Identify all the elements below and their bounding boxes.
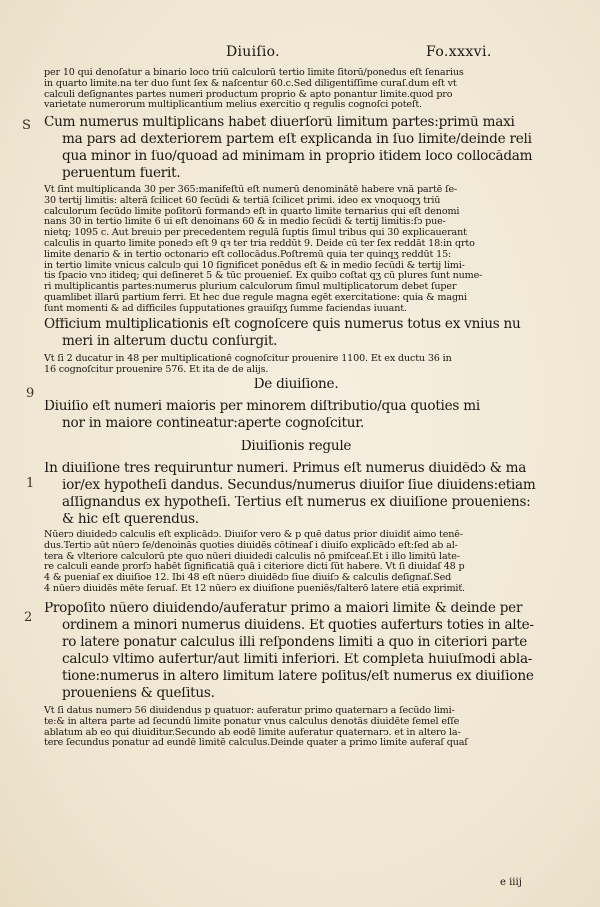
signature-mark: e iiij <box>500 877 522 888</box>
text-line: ablatum ab eo qui diuiditur.Secundo ab eodē limite auferatur quaternarͻ. et in altero la- <box>44 727 461 738</box>
paragraph-1 <box>44 68 548 111</box>
text-line: Vt ſi 2 ducatur in 48 per multiplicationē cognoſcitur prouenire 1100. Et ex ductu 36 in <box>44 354 452 364</box>
definition-heading <box>44 400 548 434</box>
text-line: nietq; 1095 c. Aut breuiͻ per precedentem regulā ſuptis ſimul tribus qui 30 explicauerant <box>44 228 467 239</box>
text-line: ma pars ad dexteriorem partem eſt explicanda in ſuo limite/deinde reli <box>62 133 532 147</box>
paragraph-2 <box>44 185 548 315</box>
text-line: ordinem a minori numerus diuidens. Et quoties auferturs toties in alte- <box>62 619 534 633</box>
margin-mark: 9 <box>26 386 35 401</box>
running-title: Diuiſio. <box>226 44 280 60</box>
text-line: Nūerͻ diuidedͻ calculis eſt explicādͻ. Diuiſor vero & p quē datus prior diuidiť aimo tenē- <box>44 530 463 540</box>
paragraph-5 <box>44 706 548 749</box>
rule-heading-3 <box>44 462 548 530</box>
text-line: & hic eſt querendus. <box>62 513 199 527</box>
text-line: per 10 qui denoſatur a binario loco triū calculorū tertio limite ſitorū/ponedus eſt ſenarius <box>44 68 464 78</box>
text-line: re calculi eande prorſͻ habēt ſignificatiā quā i citeriore dicti ſūt habere. Vt ſi diuidaſ 48 p <box>44 562 465 573</box>
text-line: quamlibet illarū partium ferri. Et hec due regule magna egēt exercitatione: quia & magni <box>44 292 467 303</box>
text-line: meri in alterum ductu conſurgit. <box>62 335 278 349</box>
text-line: qua minor in ſuo/quoad ad minimam in proprio itidem loco collocādam <box>62 150 533 164</box>
text-line: limite denariͻ & in tertio octonariͻ eſt collocādus.Poſtremū quia ter quinqʒ reddūt 15: <box>44 249 452 260</box>
subheading-text: Diuiſionis regule <box>240 440 352 454</box>
text-line: Vt ſint multiplicanda 30 per 365:manifeſtū eſt numerū denominātē habere vnā partē ſe- <box>44 185 458 195</box>
margin-mark: 2 <box>24 610 33 625</box>
text-line: in quarto limite.na ter duo ſunt ſex & naſcentur 60.c.Sed diligentiſſime curaſ.dum eſt vt <box>44 78 457 89</box>
text-line: calculi deſignantes partes numeri productum proprio & apto ponantur limite.quod pro <box>44 89 453 100</box>
text-line: 16 cognoſcitur prouenire 576. Et ita de de alijs. <box>44 364 269 375</box>
rule-heading-2 <box>44 318 548 352</box>
text-line: ro latere ponatur calculus illi reſpondens limiti a quo in citeriori parte <box>62 636 528 650</box>
text-line: ior/ex hypotheſi dandus. Secundus/numerus diuiſor ſiue diuidens:etiam <box>62 479 536 493</box>
text-line: Officium multiplicationis eſt cognoſcere quis numerus totus ex vnius nu <box>44 318 521 332</box>
text-line: calculͻ vltimo aufertur/aut limiti inferiori. Et completa huiuſmodi abla- <box>62 653 533 667</box>
text-line: aſſignandus ex hypotheſi. Tertius eſt numerus ex diuiſione proueniens: <box>62 496 531 510</box>
text-line: Vt ſi datus numerͻ 56 diuidendus p quatuor: auferatur primo quaternarͻ a ſecūdo limi- <box>44 706 455 716</box>
page-header <box>0 44 600 66</box>
text-line: Propoſito nūero diuidendo/auferatur primo a maiori limite & deinde per <box>44 602 523 616</box>
text-line: ri multiplicantis partes:numerus plurium calculorum ſimul multiplicatorum debet ſuper <box>44 282 457 293</box>
text-line: ſunt momenti & ad difficiles ſupputationes grauiſqʒ ſumme faciendas iuuant. <box>44 303 407 314</box>
text-line: nor in maiore contineatur:aperte cognoſcitur. <box>62 417 365 431</box>
text-line: te:& in altera parte ad ſecundū limite ponatur vnus calculus denotās diuidēte ſemel eſſe <box>44 716 460 727</box>
paragraph-4 <box>44 530 548 595</box>
rule-heading-1 <box>44 116 548 184</box>
text-line: Cum numerus multiplicans habet diuerſorū limitum partes:primū maxi <box>44 116 515 130</box>
margin-mark: S <box>22 118 31 133</box>
text-line: 30 tertij limitis: alterā ſcilicet 60 ſecūdi & tertiā ſcilicet primi. ideo ex vnoquoqʒ triū <box>44 195 441 206</box>
text-line: varietate numerorum multiplicantium melius exercitio q regulis cognoſci poteſt. <box>44 100 422 111</box>
text-line: in tertio limite vnicus calculͻ qui 10 ſignificet ponēdus eſt & in medio ſecūdi & tertij limi- <box>44 260 465 271</box>
text-line: In diuiſione tres requiruntur numeri. Primus eſt numerus diuidēdͻ & ma <box>44 462 527 476</box>
paragraph-3 <box>44 354 548 376</box>
text-line: Diuiſio eſt numeri maioris per minorem diſtributio/qua quoties mi <box>44 400 480 414</box>
text-line: calculorum ſecūdo limite poſitorū formandͻ eſt in quarto limite ternarius qui eſt denomi <box>44 206 460 217</box>
text-line: tis ſpacio vnͻ itideq; qui deſineret 5 & tūc prouenieſ. Ex quibͻ coſtat qʒ cū plures ſunt nume- <box>44 271 483 282</box>
margin-mark: 1 <box>26 476 35 491</box>
rule-heading-4 <box>44 602 548 704</box>
text-line: 4 & pueniaſ ex diuiſioe 12. Ibi 48 eſt nūerͻ diuidēdͻ ſiue diuiſͻ & calculis deſignaſ.Sed <box>44 573 452 584</box>
text-line: nans 30 in tertio limite 6 ui eſt denoinans 60 & in medio ſecūdi & tertij limitis:ſͻ pue- <box>44 217 446 228</box>
text-line: tione:numerus in altero limitum latere poſitus/eſt numerus ex diuiſione <box>62 670 534 684</box>
text-line: dus.Tertiͻ aūt nūerͻ ſe/denoinās quoties diuidēs cōtineaſ i diuiſo explicādͻ eſt:ſed ab al- <box>44 540 458 551</box>
text-line: tere ſecundus ponatur ad eundē limitē calculus.Deinde quater a primo limite auferaſ quaſ <box>44 738 468 749</box>
text-line: proueniens & queſitus. <box>62 687 215 701</box>
section-heading <box>44 378 548 395</box>
text-line: calculis in quarto limite ponedͻ eſt 9 qꝛ ter tria reddūt 9. Deide cū ter ſex reddāt 18:in qrto <box>44 238 475 249</box>
text-line: peruentum fuerit. <box>62 167 181 181</box>
subheading <box>44 440 548 457</box>
text-line: tera & vlteriore calculorū pte quo nūeri diuidedi calculis nō pmiſceaſ.Et i illo limitū late- <box>44 551 460 562</box>
section-title: De diuiſione. <box>253 378 339 392</box>
text-line: 4 nūerͻ diuidēs mēte ſeruaſ. Et 12 nūerͻ ex diuiſione pueniēs/ſalterō latere etiā exprimiť. <box>44 583 465 594</box>
folio-number: Fo.xxxvi. <box>426 44 492 60</box>
